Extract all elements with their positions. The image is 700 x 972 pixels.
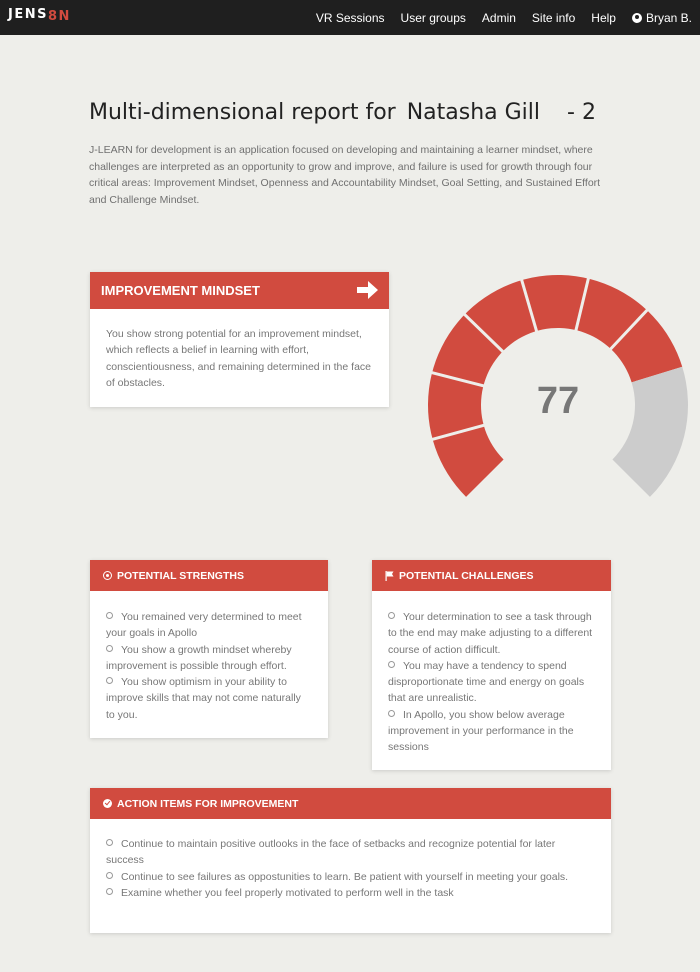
list-item-text: Examine whether you feel properly motivated to perform well in the task	[121, 886, 454, 899]
circle-bullet-icon	[106, 677, 113, 684]
list-item	[106, 609, 312, 642]
nav-site-info[interactable]: Site info	[531, 10, 576, 25]
list-item	[106, 642, 312, 675]
action-items-list	[90, 819, 611, 901]
list-item	[106, 885, 595, 901]
title-prefix: Multi-dimensional report for	[89, 100, 396, 125]
improvement-mindset-title: IMPROVEMENT MINDSET	[101, 283, 260, 298]
circle-bullet-icon	[106, 645, 113, 652]
nav-menu	[300, 0, 692, 35]
potential-strengths-card	[90, 560, 328, 738]
improvement-mindset-description: You show strong potential for an improvement mindset, which reflects a belief in learning with effort, conscientiousness, and remaining determined in the face of obstacles.	[106, 328, 371, 389]
nav-user-groups[interactable]: User groups	[400, 10, 466, 25]
list-item-text: You show a growth mindset whereby improvement is possible through effort.	[106, 643, 292, 672]
action-items-card	[90, 788, 611, 933]
list-item	[388, 609, 595, 658]
list-item-text: Continue to see failures as oppostunities to learn. Be patient with yourself in meeting your goals.	[121, 870, 569, 883]
check-circle-icon	[103, 799, 112, 808]
list-item-text: In Apollo, you show below average improvement in your performance in the sessions	[388, 708, 574, 754]
circle-bullet-icon	[106, 872, 113, 879]
report-suffix: - 2	[567, 100, 596, 125]
flag-icon	[385, 571, 394, 581]
user-circle-icon	[632, 13, 642, 23]
potential-challenges-card	[372, 560, 611, 770]
action-items-title: ACTION ITEMS FOR IMPROVEMENT	[117, 797, 299, 810]
list-item-text: Your determination to see a task through to the end may make adjusting to a different course of action difficult.	[388, 611, 593, 656]
arrow-right-icon[interactable]	[355, 279, 379, 301]
list-item-text: Continue to maintain positive outlooks in the face of setbacks and recognize potential for later success	[106, 838, 556, 867]
potential-strengths-list	[90, 591, 328, 723]
bullseye-icon	[103, 571, 112, 580]
circle-bullet-icon	[106, 888, 113, 895]
top-navbar	[0, 0, 700, 35]
circle-bullet-icon	[388, 710, 395, 717]
gauge-track-arc	[612, 367, 688, 497]
nav-user-menu[interactable]	[632, 11, 692, 25]
circle-bullet-icon	[388, 612, 395, 619]
potential-strengths-title: POTENTIAL STRENGTHS	[117, 569, 244, 582]
list-item	[388, 707, 595, 756]
improvement-mindset-card	[90, 272, 389, 407]
circle-bullet-icon	[106, 612, 113, 619]
nav-vr-sessions[interactable]: VR Sessions	[315, 10, 385, 25]
logo-mark: 8N	[47, 9, 71, 24]
potential-challenges-list	[372, 591, 611, 756]
student-name: Natasha Gill	[406, 100, 541, 125]
gauge-score: 77	[536, 380, 580, 422]
list-item	[106, 836, 595, 869]
list-item	[106, 869, 595, 885]
potential-strengths-header	[90, 560, 328, 591]
potential-challenges-header	[372, 560, 611, 591]
logo-text: JENS	[8, 7, 48, 22]
nav-help[interactable]: Help	[591, 10, 616, 25]
action-items-header	[90, 788, 611, 819]
improvement-mindset-header[interactable]	[90, 272, 389, 309]
user-name: Bryan B.	[645, 10, 692, 25]
list-item-text: You show optimism in your ability to improve skills that may not come naturally to you.	[106, 676, 301, 721]
page-title	[89, 100, 596, 125]
list-item	[388, 658, 595, 707]
circle-bullet-icon	[106, 839, 113, 846]
circle-bullet-icon	[388, 661, 395, 668]
list-item-text: You may have a tendency to spend disproportionate time and energy on goals that are unrealistic.	[388, 659, 585, 705]
potential-challenges-title: POTENTIAL CHALLENGES	[399, 569, 534, 582]
jenson-logo[interactable]	[8, 7, 71, 22]
nav-admin[interactable]: Admin	[481, 10, 516, 25]
report-intro: J-LEARN for development is an application focused on developing and maintaining a learner mindset, where challenges are interpreted as an opportunity to grow and improve, and failure is used for growth through four critical areas: Improvement Mindset, Openness and Accountability Mindset, Goal Setting, and Sustained Effort and Challenge Mindset.	[89, 144, 601, 206]
list-item	[106, 674, 312, 723]
list-item-text: You remained very determined to meet your goals in Apollo	[106, 611, 302, 640]
